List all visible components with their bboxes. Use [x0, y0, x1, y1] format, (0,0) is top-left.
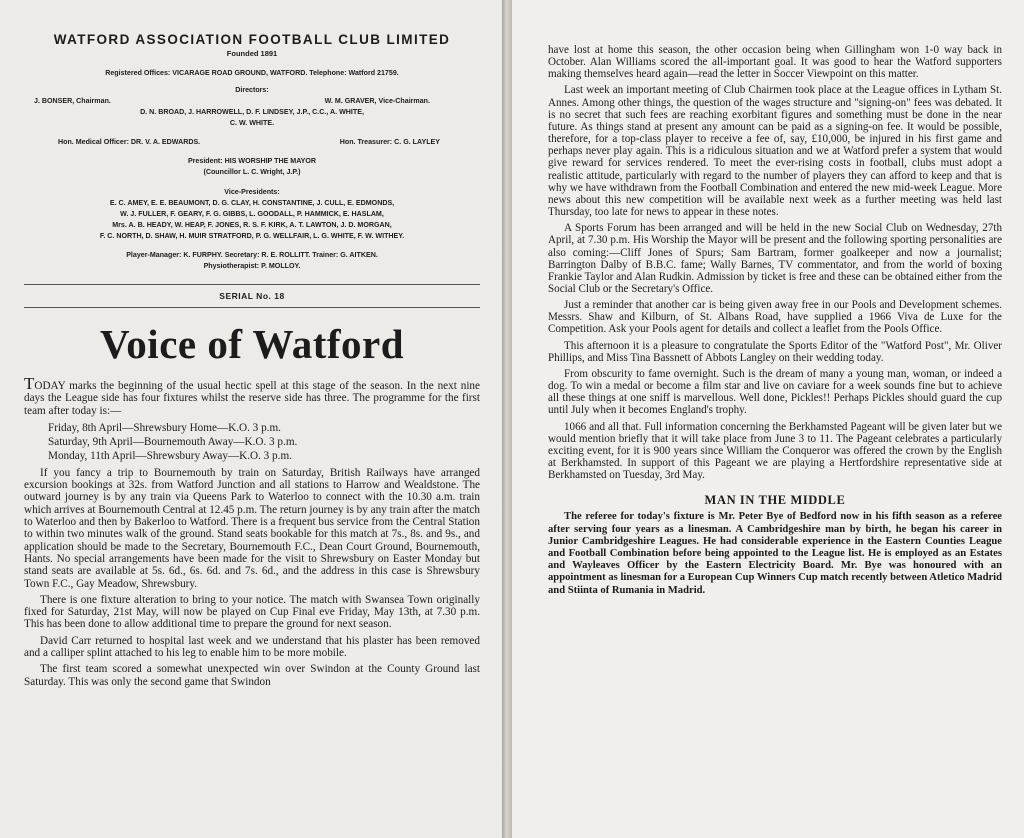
- vice-presidents-line: W. J. FULLER, F. GEARY, F. G. GIBBS, L. GOODALL, P. HAMMICK, E. HASLAM,: [120, 210, 384, 218]
- medical-officer: Hon. Medical Officer: DR. V. A. EDWARDS.: [58, 138, 201, 146]
- man-in-the-middle-text: The referee for today's fixture is Mr. Peter Bye of Bedford now in his fifth season as a referee after serving four years as a linesman. A Cambridgeshire man by birth, he began his career in Junior Cambridgeshire Leagues. He had considerable experience in the Eastern Counties League and Football Combination before being appointed to the League list. He is employed as an Estates and Wayleaves Officer by the Eastern Electricity Board. Mr. Bye was honoured with an appointment as linesman for a European Cup Winners Cup match recently between Atletico Madrid and Stiinta of Rumania in Madrid.: [548, 511, 1002, 596]
- article-paragraph: If you fancy a trip to Bournemouth by train on Saturday, British Railways have arranged excursion bookings at 32s. from Watford Junction and all stations to Harrow and Wealdstone. The outward journey is by any train via Queens Park to Waterloo to connect with the 10.30 a.m. train which arrives at Bournemouth Central at 12.45 p.m. The return journey is by any train after the match to Waterloo and then by Bakerloo to Watford. There is a frequent bus service from the Central Station to within two minutes walk of the ground. Stand seats bookable for this match at 7s., 8s. and 9s., and application should be made to the Secretary, Bournemouth F.C., Dean Court Ground, Bournemouth, Hants. No special arrangements have been made for the visit to Shrewsbury on Easter Monday but stand seats are available at 5s. 6d., 6s. 6d. and 7s. 6d., and the address in this case is Shrewsbury Town F.C., Gay Meadow, Shrewsbury.: [24, 466, 480, 590]
- divider: [24, 307, 480, 308]
- article-paragraph: David Carr returned to hospital last week and we understand that his plaster has been removed and a calliper splint attached to his leg to enable him to be more mobile.: [24, 634, 480, 660]
- article-left: [24, 374, 480, 688]
- article-paragraph: The first team scored a somewhat unexpected win over Swindon at the County Ground last Saturday. This was only the second game that Swindon: [24, 663, 480, 688]
- serial-number: SERIAL No. 18: [219, 291, 285, 301]
- staff-line: Physiotherapist: P. MOLLOY.: [203, 262, 301, 270]
- founded-date: Founded 1891: [226, 49, 278, 58]
- directors-line: C. W. WHITE.: [229, 119, 275, 127]
- officers-row: [24, 137, 480, 148]
- staff-line: Player-Manager: K. FURPHY. Secretary: R. E. ROLLITT. Trainer: G. AITKEN.: [126, 251, 378, 259]
- president: President: HIS WORSHIP THE MAYOR: [187, 157, 317, 165]
- fixture-item: Monday, 11th April—Shrewsbury Away—K.O. 3 p.m.: [48, 449, 292, 462]
- divider: [24, 284, 480, 285]
- article-paragraph: Last week an important meeting of Club Chairmen took place at the League offices in Lytham St. Annes. Among other things, the question of the wages structure and "signing-on" fees was debated. It is no secret that such fees are reaching exorbitant figures and something must be done in the near future. As things stand at present any amount can be paid as a signing-on fee. It would be possible, therefore, for a top-class player to receive a fee of, say, £10,000, be injured in his first game and perhaps never play again. This is a ridiculous situation and we at Watford prefer a system that would give reward for services rendered. To meet the ever-rising costs in football, clubs must adopt a realistic attitude, particularly with regard to the number of players they can afford to keep and that is why we have withdrawn from the Football Combination and entered the new mid-week League. More news about this new competition will be available next week as a further meeting was held last Thursday, too late for news to appear in these notes.: [548, 84, 1002, 219]
- directors-heading: Directors:: [235, 86, 269, 94]
- continuation-paragraph: have lost at home this season, the other occasion being when Gillingham won 1-0 way back in October. Alan Williams scored the all-important goal. It was good to hear the Watford supporters making themselves heard again—read the letter in Soccer Viewpoint on this matter.: [548, 44, 1002, 81]
- article-paragraph: From obscurity to fame overnight. Such is the dream of many a young man, woman, or indeed a dog. To win a medal or become a film star and live on caviare for a week sounds fine but to achieve all these things at one sniff is marvellous. Well done, Pickles!! Perhaps Pickles should guard the cup until July when it becomes England's trophy.: [548, 367, 1002, 417]
- page-gutter: [502, 0, 512, 838]
- article-paragraph: 1066 and all that. Full information concerning the Berkhamsted Pageant will be given later but we would mention briefly that it will take place from June 3 to 11. The Pageant celebrates a particularly exciting event, for it is 900 years since William the Conqueror was offered the crown by the English at Berkhamsted. In support of this Pageant we are playing a Hertfordshire representative side at Berkhamsted on Tuesday, 3rd May.: [548, 420, 1002, 482]
- vice-presidents-line: Mrs. A. B. HEADY, W. HEAP, F. JONES, R. S. F. KIRK, A. T. LAWTON, J. D. MORGAN,: [112, 221, 392, 229]
- masthead-title: Voice of Watford: [99, 321, 405, 367]
- directors-block: [24, 85, 480, 129]
- intro-text: ODAY marks the beginning of the usual hectic spell at this stage of the season. In the next nine days the League side has four fixtures whilst the reserve side has three. The programme for the first team after today is:—: [24, 380, 480, 417]
- vice-chairman: W. M. GRAVER, Vice-Chairman.: [324, 97, 430, 105]
- fixture-item: Friday, 8th April—Shrewsbury Home—K.O. 3 p.m.: [48, 421, 281, 434]
- article-paragraph: There is one fixture alteration to bring to your notice. The match with Swansea Town originally fixed for Saturday, 21st May, will now be played on Cup Final eve Friday, May 13th, at 7.30 p.m. This has been done to allow additional time to prepare the ground for next season.: [24, 593, 480, 631]
- vice-presidents-line: F. C. NORTH, D. SHAW, H. MUIR STRATFORD, P. G. WELLFAIR, L. G. WHITE, F. W. WITHEY.: [99, 232, 405, 240]
- right-page: [512, 0, 1024, 838]
- club-name: WATFORD ASSOCIATION FOOTBALL CLUB LIMITED: [53, 32, 451, 47]
- article-right: [548, 44, 1002, 481]
- article-paragraph: Just a reminder that another car is being given away free in our Pools and Development schemes. Messrs. Shaw and Kilburn, of St. Albans Road, have supplied a 1966 Viva de Luxe for the Competition. Ask your Pools agent for details and collect a leaflet from the Pools Office.: [548, 299, 1002, 336]
- registered-offices: Registered Offices: VICARAGE ROAD GROUND, WATFORD. Telephone: Watford 21759.: [105, 69, 399, 77]
- drop-cap: T: [24, 374, 35, 393]
- fixtures-list: [48, 421, 480, 463]
- article-paragraph: A Sports Forum has been arranged and will be held in the new Social Club on Wednesday, 27th April, at 7.30 p.m. His Worship the Mayor will be present and the following sporting personalities are also coming:—Cliff Jones of Spurs; Sam Bartram, former goalkeeper and now a journalist; Barrington Dalby of B.B.C. fame; Wally Barnes, TV commentator, and from the world of boxing Frankie Taylor and Alan Rudkin. Admission by ticket is free and these can be obtained either from the Social Club or the Secretary's Office.: [548, 222, 1002, 295]
- left-page: [0, 0, 502, 838]
- vice-presidents-line: E. C. AMEY, E. E. BEAUMONT, D. G. CLAY, H. CONSTANTINE, J. CULL, E. EDMONDS,: [109, 199, 395, 207]
- chairman: J. BONSER, Chairman.: [34, 97, 111, 105]
- article-paragraph: This afternoon it is a pleasure to congratulate the Sports Editor of the "Watford Post", Mr. Oliver Phillips, and Miss Tina Bassnett of Abbots Langley on their wedding today.: [548, 339, 1002, 364]
- directors-line: D. N. BROAD, J. HARROWELL, D. F. LINDSEY, J.P., C.C., A. WHITE,: [140, 108, 364, 116]
- directors-row: [24, 96, 480, 107]
- man-in-the-middle-title: MAN IN THE MIDDLE: [704, 493, 846, 508]
- president-sub: (Councillor L. C. Wright, J.P.): [203, 168, 301, 176]
- fixture-item: Saturday, 9th April—Bournemouth Away—K.O. 3 p.m.: [48, 435, 298, 448]
- intro-paragraph: [24, 374, 480, 417]
- treasurer: Hon. Treasurer: C. G. LAYLEY: [339, 138, 440, 146]
- vice-presidents-heading: Vice-Presidents:: [224, 188, 280, 196]
